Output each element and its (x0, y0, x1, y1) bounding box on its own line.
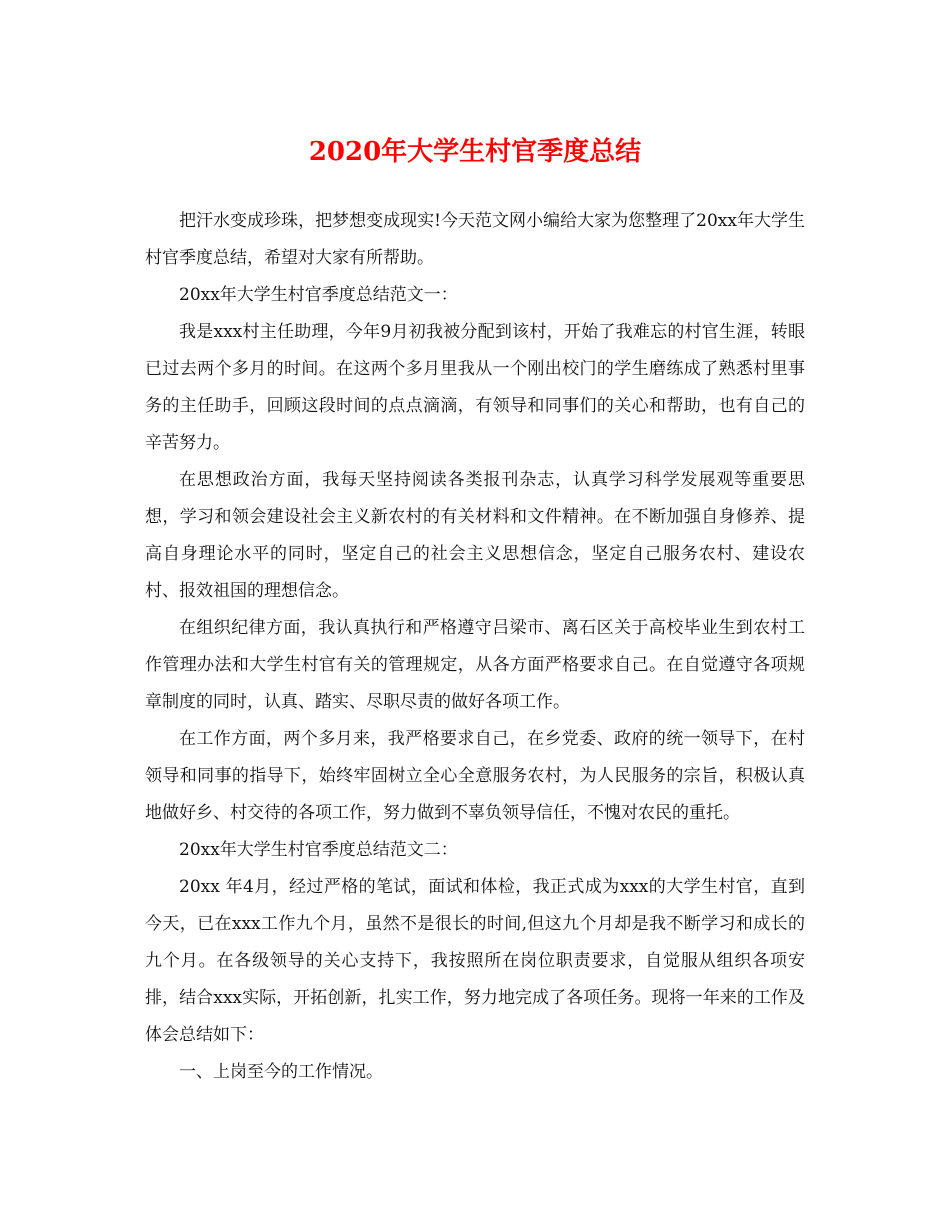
paragraph: 在组织纪律方面，我认真执行和严格遵守吕梁市、离石区关于高校毕业生到农村工作管理办法和大学生村官有关的管理规定，从各方面严格要求自己。在自觉遵守各项规章制度的同时，认真、踏实、尽职尽责的做好各项工作。 (145, 618, 805, 712)
paragraph-sample-two-heading: 20xx年大学生村官季度总结范文二： (179, 840, 458, 860)
paragraph-intro: 把汗水变成珍珠，把梦想变成现实!今天范文网小编给大家为您整理了20xx年大学生村官季度总结，希望对大家有所帮助。 (145, 211, 805, 268)
document-title: 2020年大学生村官季度总结 (308, 137, 642, 167)
paragraph-section-heading: 一、上岗至今的工作情况。 (179, 1062, 383, 1082)
document-body (145, 203, 805, 1091)
paragraph: 在工作方面，两个多月来，我严格要求自己，在乡党委、政府的统一领导下，在村领导和同事的指导下，始终牢固树立全心全意服务农村，为人民服务的宗旨，积极认真地做好乡、村交待的各项工作，努力做到不辜负领导信任，不愧对农民的重托。 (145, 729, 805, 823)
paragraph: 20xx 年4月，经过严格的笔试，面试和体检，我正式成为xxx的大学生村官，直到今天，已在xxx工作九个月，虽然不是很长的时间,但这九个月却是我不断学习和成长的九个月。在各级领导的关心支持下，我按照所在岗位职责要求，自觉服从组织各项安排，结合xxx实际，开拓创新，扎实工作，努力地完成了各项任务。现将一年来的工作及体会总结如下： (145, 877, 805, 1045)
paragraph: 我是xxx村主任助理，今年9月初我被分配到该村，开始了我难忘的村官生涯，转眼已过去两个多月的时间。在这两个多月里我从一个刚出校门的学生磨练成了熟悉村里事务的主任助手，回顾这段时间的点点滴滴，有领导和同事们的关心和帮助，也有自己的辛苦努力。 (145, 322, 805, 453)
paragraph-sample-one-heading: 20xx年大学生村官季度总结范文一： (179, 285, 458, 305)
paragraph: 在思想政治方面，我每天坚持阅读各类报刊杂志，认真学习科学发展观等重要思想，学习和领会建设社会主义新农村的有关材料和文件精神。在不断加强自身修养、提高自身理论水平的同时，坚定自己的社会主义思想信念，坚定自己服务农村、建设农村、报效祖国的理想信念。 (145, 470, 805, 601)
